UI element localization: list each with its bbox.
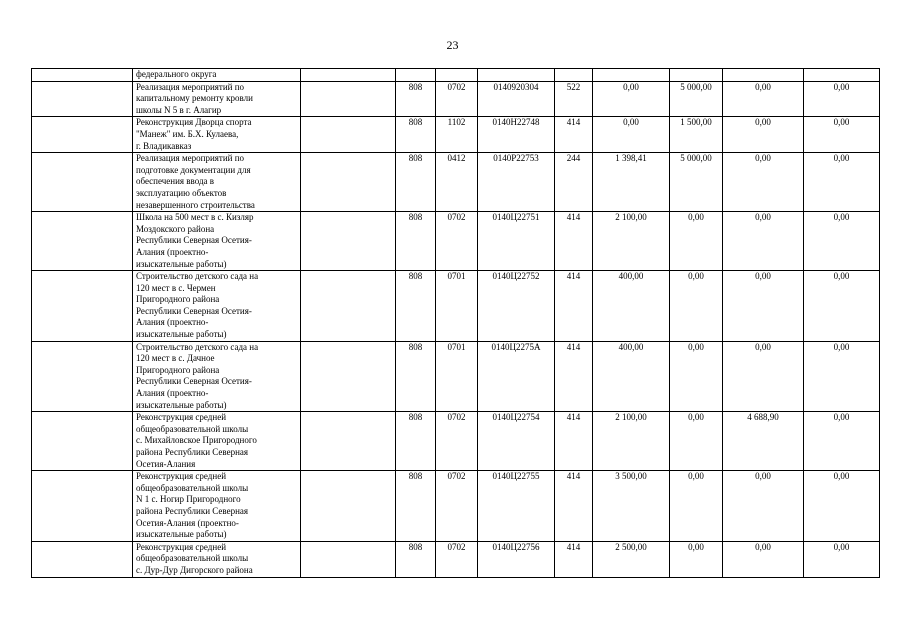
cell-ministry-code: 808: [396, 153, 436, 212]
cell-amount-2: 0,00: [670, 471, 723, 542]
cell-amount-1: 1 398,41: [593, 153, 670, 212]
cell-expense-type: 414: [555, 541, 593, 577]
cell-expense-type: 414: [555, 341, 593, 412]
cell-amount-4: 0,00: [804, 471, 880, 542]
cell-target-article: 0140Ц22756: [478, 541, 555, 577]
cell-section-code: 0702: [436, 412, 478, 471]
cell-target-article: 0140Ц22751: [478, 212, 555, 271]
cell-expense-type: 244: [555, 153, 593, 212]
cell-amount-4: 0,00: [804, 541, 880, 577]
cell-amount-3: 0,00: [723, 212, 804, 271]
cell-empty: [301, 271, 396, 342]
cell-target-article: 0140Ц22754: [478, 412, 555, 471]
cell-amount-3: 0,00: [723, 271, 804, 342]
cell-ministry-code: 808: [396, 271, 436, 342]
cell-empty: [670, 69, 723, 82]
cell-ministry-code: 808: [396, 117, 436, 153]
cell-section-code: 1102: [436, 117, 478, 153]
table-row: [32, 212, 880, 271]
cell-amount-3: 0,00: [723, 117, 804, 153]
cell-name: Строительство детского сада на 120 мест в с. Чермен Пригородного района Республики Северная Осетия- Алания (проектно- изыскательные работы): [133, 271, 301, 342]
cell-empty: [301, 341, 396, 412]
cell-name: Реконструкция средней общеобразовательной школы N 1 с. Ногир Пригородного района Республики Северная Осетия-Алания (проектно- изыскательные работы): [133, 471, 301, 542]
cell-section-code: 0702: [436, 212, 478, 271]
cell-target-article: 0140Ц22755: [478, 471, 555, 542]
cell-target-article: 0140Н22748: [478, 117, 555, 153]
cell-empty: [723, 69, 804, 82]
cell-amount-1: 3 500,00: [593, 471, 670, 542]
cell-name: Строительство детского сада на 120 мест в с. Дачное Пригородного района Республики Северная Осетия- Алания (проектно- изыскательные работы): [133, 341, 301, 412]
cell-ministry-code: 808: [396, 541, 436, 577]
cell-amount-1: 2 100,00: [593, 212, 670, 271]
table-row: [32, 412, 880, 471]
cell-empty: [301, 153, 396, 212]
cell-expense-type: 522: [555, 81, 593, 117]
cell-target-article: 0140920304: [478, 81, 555, 117]
cell-amount-1: 0,00: [593, 81, 670, 117]
cell-empty: [301, 471, 396, 542]
cell-section-code: 0702: [436, 471, 478, 542]
cell-amount-4: 0,00: [804, 271, 880, 342]
cell-name: федерального округа: [133, 69, 301, 82]
cell-amount-1: 400,00: [593, 271, 670, 342]
cell-amount-2: 5 000,00: [670, 81, 723, 117]
table-row: [32, 153, 880, 212]
cell-empty: [32, 81, 133, 117]
cell-expense-type: 414: [555, 212, 593, 271]
table-row: [32, 117, 880, 153]
cell-ministry-code: 808: [396, 81, 436, 117]
cell-amount-4: 0,00: [804, 341, 880, 412]
cell-amount-1: 2 500,00: [593, 541, 670, 577]
cell-amount-3: 0,00: [723, 541, 804, 577]
cell-empty: [32, 69, 133, 82]
cell-amount-1: 400,00: [593, 341, 670, 412]
cell-amount-2: 5 000,00: [670, 153, 723, 212]
table-row-continuation: [32, 69, 880, 82]
table-row: [32, 471, 880, 542]
cell-target-article: 0140Р22753: [478, 153, 555, 212]
cell-target-article: 0140Ц22752: [478, 271, 555, 342]
cell-amount-4: 0,00: [804, 212, 880, 271]
cell-empty: [301, 69, 396, 82]
cell-amount-2: 0,00: [670, 212, 723, 271]
cell-empty: [301, 212, 396, 271]
table-body: [32, 69, 880, 578]
cell-ministry-code: 808: [396, 341, 436, 412]
budget-table: [31, 68, 880, 578]
cell-section-code: 0702: [436, 541, 478, 577]
cell-empty: [301, 412, 396, 471]
cell-ministry-code: 808: [396, 212, 436, 271]
cell-ministry-code: 808: [396, 412, 436, 471]
cell-empty: [478, 69, 555, 82]
cell-name: Школа на 500 мест в с. Кизляр Моздокского района Республики Северная Осетия- Алания (проектно- изыскательные работы): [133, 212, 301, 271]
cell-empty: [301, 117, 396, 153]
cell-empty: [32, 153, 133, 212]
table-row: [32, 271, 880, 342]
cell-section-code: 0702: [436, 81, 478, 117]
cell-amount-3: 0,00: [723, 471, 804, 542]
cell-empty: [32, 212, 133, 271]
cell-amount-3: 4 688,90: [723, 412, 804, 471]
table-row: [32, 81, 880, 117]
cell-amount-2: 0,00: [670, 541, 723, 577]
cell-amount-4: 0,00: [804, 412, 880, 471]
cell-amount-4: 0,00: [804, 153, 880, 212]
cell-empty: [593, 69, 670, 82]
cell-name: Реконструкция средней общеобразовательной школы с. Михайловское Пригородного района Республики Северная Осетия-Алания: [133, 412, 301, 471]
cell-amount-3: 0,00: [723, 341, 804, 412]
cell-amount-2: 0,00: [670, 271, 723, 342]
cell-empty: [436, 69, 478, 82]
cell-amount-4: 0,00: [804, 81, 880, 117]
cell-name: Реконструкция средней общеобразовательной школы с. Дур-Дур Дигорского района: [133, 541, 301, 577]
cell-empty: [396, 69, 436, 82]
cell-expense-type: 414: [555, 412, 593, 471]
cell-amount-2: 1 500,00: [670, 117, 723, 153]
cell-empty: [32, 117, 133, 153]
table-row: [32, 541, 880, 577]
cell-empty: [555, 69, 593, 82]
cell-amount-2: 0,00: [670, 412, 723, 471]
cell-amount-3: 0,00: [723, 153, 804, 212]
cell-empty: [32, 541, 133, 577]
cell-empty: [32, 341, 133, 412]
cell-amount-3: 0,00: [723, 81, 804, 117]
cell-amount-1: 2 100,00: [593, 412, 670, 471]
cell-expense-type: 414: [555, 271, 593, 342]
cell-name: Реконструкция Дворца спорта "Манеж" им. Б.Х. Кулаева, г. Владикавказ: [133, 117, 301, 153]
cell-section-code: 0412: [436, 153, 478, 212]
cell-empty: [804, 69, 880, 82]
table-row: [32, 341, 880, 412]
cell-empty: [301, 541, 396, 577]
cell-expense-type: 414: [555, 471, 593, 542]
cell-name: Реализация мероприятий по подготовке документации для обеспечения ввода в эксплуатацию объектов незавершенного строительства: [133, 153, 301, 212]
cell-expense-type: 414: [555, 117, 593, 153]
cell-name: Реализация мероприятий по капитальному ремонту кровли школы N 5 в г. Алагир: [133, 81, 301, 117]
cell-amount-2: 0,00: [670, 341, 723, 412]
cell-amount-4: 0,00: [804, 117, 880, 153]
cell-empty: [32, 271, 133, 342]
page-number: 23: [446, 38, 459, 52]
cell-target-article: 0140Ц2275А: [478, 341, 555, 412]
cell-empty: [32, 471, 133, 542]
cell-amount-1: 0,00: [593, 117, 670, 153]
cell-empty: [32, 412, 133, 471]
cell-ministry-code: 808: [396, 471, 436, 542]
cell-empty: [301, 81, 396, 117]
cell-section-code: 0701: [436, 271, 478, 342]
cell-section-code: 0701: [436, 341, 478, 412]
